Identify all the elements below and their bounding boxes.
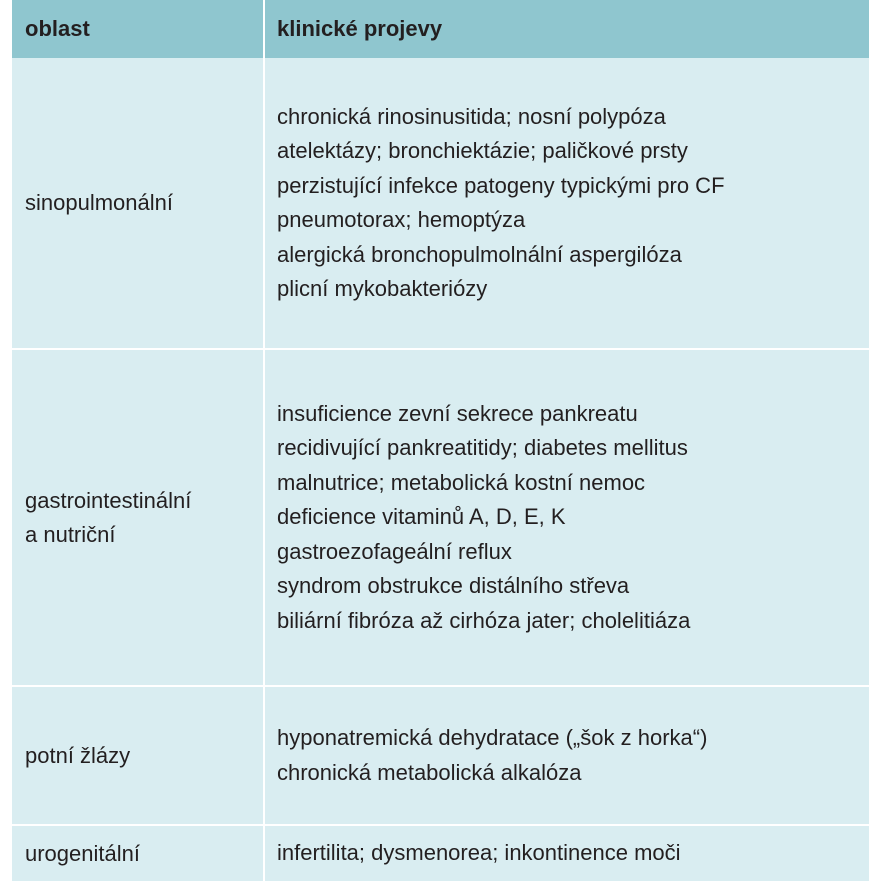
area-label: urogenitální — [25, 840, 140, 866]
table-row — [12, 349, 869, 686]
header-area: oblast — [12, 0, 264, 58]
manifestation-item: deficience vitaminů A, D, E, K — [277, 504, 566, 530]
header-clinical-manifestations: klinické projevy — [264, 0, 869, 58]
manifestation-item: syndrom obstrukce distálního střeva — [277, 573, 630, 599]
table-row — [12, 686, 869, 825]
manifestation-item: recidivující pankreatitidy; diabetes mellitus — [277, 435, 688, 461]
manifestation-item: infertilita; dysmenorea; inkontinence moči — [277, 840, 681, 866]
manifestation-item: malnutrice; metabolická kostní nemoc — [277, 469, 646, 495]
clinical-manifestations-table — [12, 0, 869, 881]
table-header-row — [12, 0, 869, 58]
area-cell — [12, 349, 264, 686]
table-row — [12, 825, 869, 881]
area-label: gastrointestinální — [25, 487, 192, 513]
manifestation-item: hyponatremická dehydratace („šok z horka“) — [277, 725, 708, 750]
manifestation-item: insuficience zevní sekrece pankreatu — [277, 400, 638, 426]
area-cell — [12, 58, 264, 349]
manifestations-cell — [264, 825, 869, 881]
manifestations-cell — [264, 58, 869, 349]
area-cell — [12, 825, 264, 881]
manifestations-cell — [264, 349, 869, 686]
manifestation-item: perzistující infekce patogeny typickými pro CF — [277, 172, 725, 198]
area-label: sinopulmonální — [25, 190, 173, 215]
manifestations-cell — [264, 686, 869, 825]
table-row — [12, 58, 869, 349]
manifestation-item: pneumotorax; hemoptýza — [277, 207, 526, 232]
manifestation-item: atelektázy; bronchiektázie; paličkové prsty — [277, 138, 688, 163]
manifestation-item: plicní mykobakteriózy — [277, 276, 488, 301]
area-label: a nutriční — [25, 521, 116, 547]
manifestation-item: gastroezofageální reflux — [277, 538, 512, 564]
manifestation-item: chronická rinosinusitida; nosní polypóza — [277, 103, 666, 129]
manifestation-item: chronická metabolická alkalóza — [277, 759, 582, 785]
area-label: potní žlázy — [25, 742, 131, 768]
area-cell — [12, 686, 264, 825]
manifestation-item: biliární fibróza až cirhóza jater; cholelitiáza — [277, 607, 691, 633]
manifestation-item: alergická bronchopulmolnální aspergilóza — [277, 241, 682, 267]
